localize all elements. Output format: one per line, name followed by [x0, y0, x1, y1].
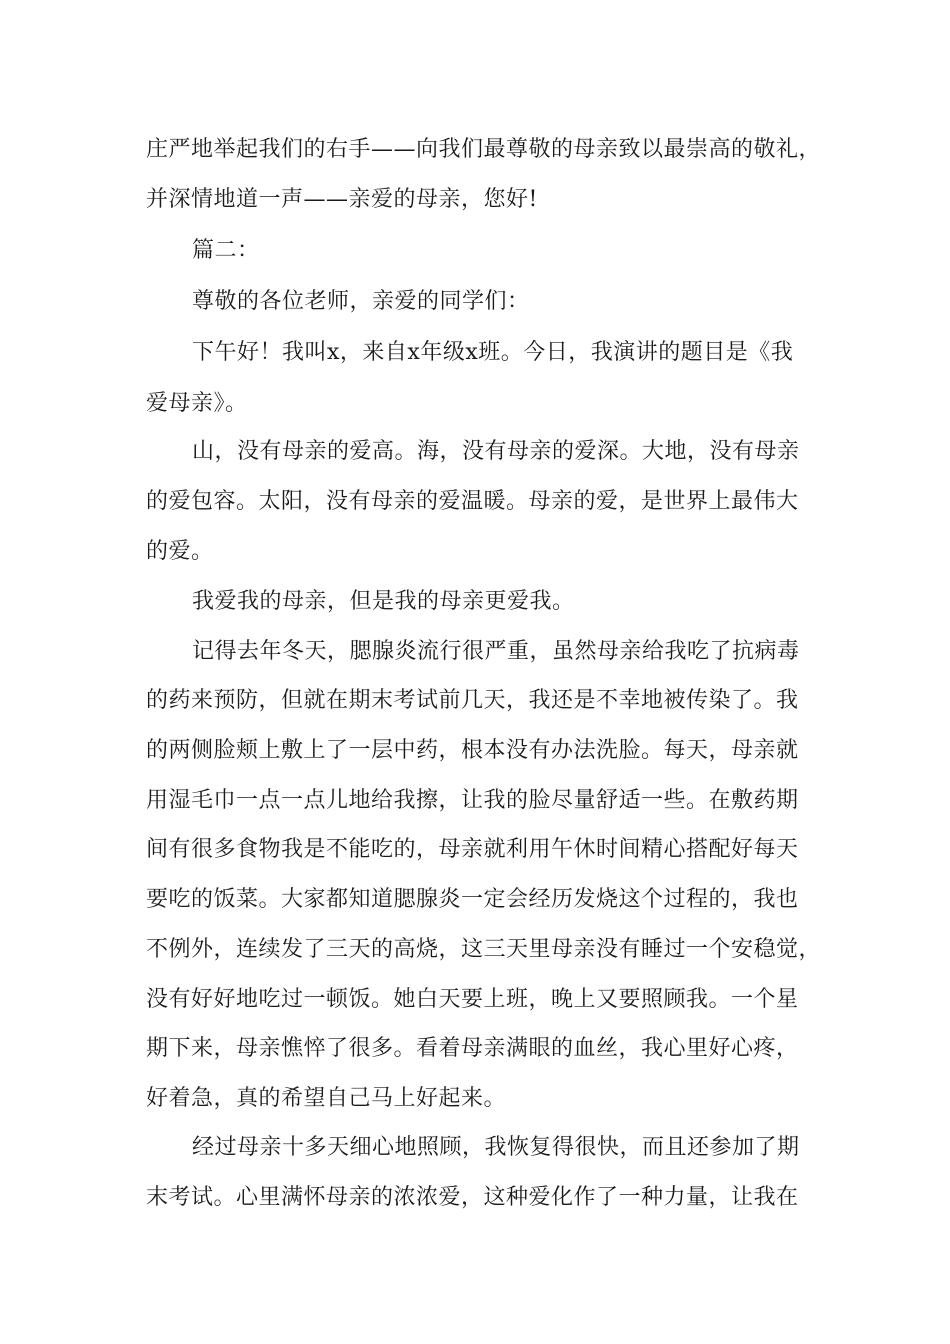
text-line: 我爱我的母亲，但是我的母亲更爱我。 [192, 589, 575, 614]
text-line: 末考试。心里满怀母亲的浓浓爱，这种爱化作了一种力量，让我在 [146, 1185, 799, 1210]
text-line: 庄严地举起我们的右手——向我们最尊敬的母亲致以最崇高的敬礼， [146, 137, 822, 162]
text-line: 用湿毛巾一点一点儿地给我擦，让我的脸尽量舒适一些。在敷药期 [146, 788, 799, 813]
text-line: 记得去年冬天，腮腺炎流行很严重，虽然母亲给我吃了抗病毒 [192, 639, 800, 664]
text-line: 期下来，母亲憔悴了很多。看着母亲满眼的血丝，我心里好心疼， [146, 1036, 799, 1061]
text-line: 经过母亲十多天细心地照顾，我恢复得很快，而且还参加了期 [192, 1135, 800, 1160]
text-line: 爱母亲》。 [146, 391, 248, 416]
text-line: 好着急，真的希望自己马上好起来。 [146, 1086, 507, 1111]
section-heading: 篇二： [192, 238, 260, 263]
text-line: 要吃的饭菜。大家都知道腮腺炎一定会经历发烧这个过程的，我也 [146, 887, 799, 912]
text-line: 的两侧脸颊上敷上了一层中药，根本没有办法洗脸。每天，母亲就 [146, 738, 799, 763]
salutation: 尊敬的各位老师，亲爱的同学们： [192, 289, 530, 314]
text-line: 的爱。 [146, 539, 214, 564]
text-line: 并深情地道一声——亲爱的母亲，您好! [146, 187, 538, 212]
text-line: 间有很多食物我是不能吃的，母亲就利用午休时间精心搭配好每天 [146, 837, 799, 862]
text-line: 没有好好地吃过一顿饭。她白天要上班，晚上又要照顾我。一个星 [146, 987, 799, 1012]
text-line: 山，没有母亲的爱高。海，没有母亲的爱深。大地，没有母亲 [192, 439, 800, 464]
text-line: 的药来预防，但就在期末考试前几天，我还是不幸地被传染了。我 [146, 688, 799, 713]
text-line: 不例外，连续发了三天的高烧，这三天里母亲没有睡过一个安稳觉， [146, 937, 822, 962]
text-line: 下午好！我叫x，来自x年级x班。今日，我演讲的题目是《我 [192, 340, 794, 365]
text-line: 的爱包容。太阳，没有母亲的爱温暖。母亲的爱，是世界上最伟大 [146, 489, 799, 514]
